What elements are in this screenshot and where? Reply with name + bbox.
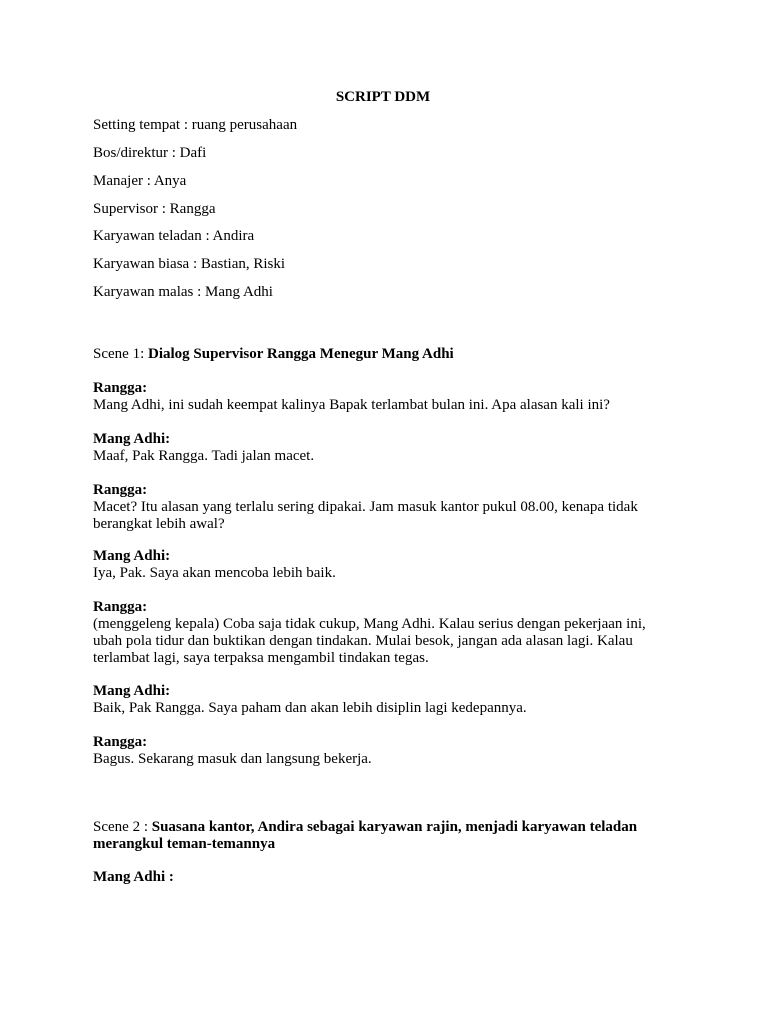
dialog-text: Bagus. Sekarang masuk dan langsung bekerja. <box>93 751 372 767</box>
scene-2-prefix: Scene 2 : <box>93 819 152 835</box>
scene-1-prefix: Scene 1: <box>93 346 148 362</box>
dialog-block <box>93 548 673 582</box>
dialog-block <box>93 380 673 414</box>
scene-2-title: Suasana kantor, Andira sebagai karyawan rajin, menjadi karyawan teladan merangkul teman-temannya <box>93 819 638 852</box>
dialog-block <box>93 734 673 768</box>
dialog-speaker: Mang Adhi : <box>93 869 174 885</box>
dialog-block <box>93 683 673 717</box>
cast-line-manager: Manajer : Anya <box>93 173 187 189</box>
cast-line-supervisor: Supervisor : Rangga <box>93 201 216 217</box>
cast-line-boss: Bos/direktur : Dafi <box>93 145 207 161</box>
dialog-speaker: Rangga: <box>93 380 148 396</box>
dialog-text: Macet? Itu alasan yang terlalu sering dipakai. Jam masuk kantor pukul 08.00, kenapa tidak berangkat lebih awal? <box>93 499 638 532</box>
dialog-text: (menggeleng kepala) Coba saja tidak cukup, Mang Adhi. Kalau serius dengan pekerjaan ini, ubah pola tidur dan buktikan dengan tindakan. Mulai besok, jangan ada alasan lagi. Kalau terlambat lagi, saya terpaksa mengambil tindakan tegas. <box>93 616 646 666</box>
setting-line: Setting tempat : ruang perusahaan <box>93 117 298 133</box>
dialog-text: Mang Adhi, ini sudah keempat kalinya Bapak terlambat bulan ini. Apa alasan kali ini? <box>93 397 610 413</box>
dialog-block <box>93 431 673 465</box>
dialog-text: Baik, Pak Rangga. Saya paham dan akan lebih disiplin lagi kedepannya. <box>93 700 527 716</box>
dialog-block <box>93 869 673 886</box>
dialog-speaker: Rangga: <box>93 599 148 615</box>
dialog-speaker: Rangga: <box>93 482 148 498</box>
document-page <box>93 0 673 1024</box>
dialog-speaker: Mang Adhi: <box>93 431 171 447</box>
scene-2-heading <box>93 819 673 853</box>
dialog-block <box>93 482 673 533</box>
dialog-speaker: Mang Adhi: <box>93 683 171 699</box>
cast-line-model-employee: Karyawan teladan : Andira <box>93 228 255 244</box>
cast-line-lazy-employee: Karyawan malas : Mang Adhi <box>93 284 273 300</box>
dialog-speaker: Mang Adhi: <box>93 548 171 564</box>
dialog-text: Maaf, Pak Rangga. Tadi jalan macet. <box>93 448 315 464</box>
cast-line-regular-employees: Karyawan biasa : Bastian, Riski <box>93 256 286 272</box>
scene-1-heading <box>93 346 673 363</box>
dialog-speaker: Rangga: <box>93 734 148 750</box>
dialog-block <box>93 599 673 667</box>
document-title: SCRIPT DDM <box>335 89 431 105</box>
scene-1-title: Dialog Supervisor Rangga Menegur Mang Adhi <box>147 346 454 362</box>
dialog-text: Iya, Pak. Saya akan mencoba lebih baik. <box>93 565 336 581</box>
